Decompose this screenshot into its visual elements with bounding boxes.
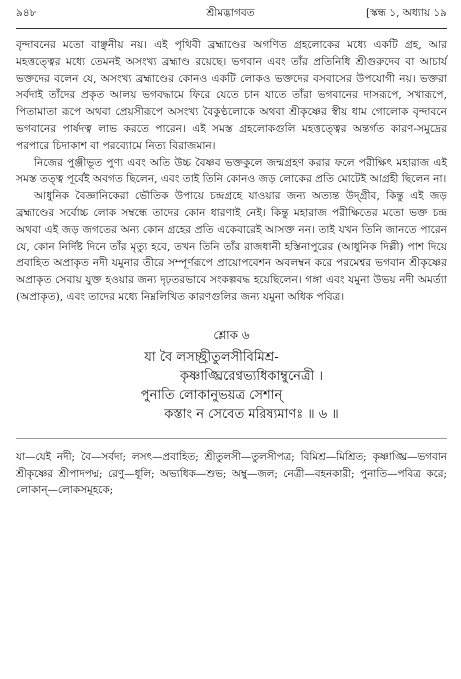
verse-line-4: কস্তাং ন সেবেত মরিষ্যমাণঃ ॥ ৬ ॥: [164, 406, 339, 422]
verse-line-2: কৃষ্ণাঙ্ঘ্রিরেণ্বভ্যধিকাম্বুনেত্রী ।: [179, 368, 323, 384]
paragraph-2: নিজের পুঞ্জীভূত পুণ্য এবং অতি উচ্চ বৈষ্ণব ভক্তকুলে জন্মগ্রহণ করার ফলে পরীক্ষিৎ মহারাজ এই সমস্ত তত্ত্ব পূর্বেই অবগত ছিলেন, এবং তাই তিনি কোনও জড় লোকের প্রতি মোটেই আগ্রহী ছিলেন না।: [16, 156, 447, 186]
header-rule: [16, 28, 447, 29]
synonyms-text: যা—যেই নদী; বৈ—সর্বদা; লসৎ—প্রবাহিত; শ্রীতুলসী—তুলসীপত্র; বিমিশ্র—মিশ্রিত; কৃষ্ণাঙ্ঘ্রি—ভগবান শ্রীকৃষ্ণের শ্রীপাদপদ্ম; রেণু—ধূলি; অভ্যধিক—শুভ; অম্বু—জল; নেত্রী—বহনকারী; পুনাতি—পবিত্র করে; লোকান্—লোকসমূহকে;: [16, 451, 447, 497]
synonyms-separator: [16, 438, 447, 439]
verse-title: শ্লোক ৬: [213, 327, 250, 342]
chapter-reference: [স্কন্ধ ১, অধ্যায় ১৯: [365, 7, 447, 19]
page-number: ৯৪৮: [16, 7, 37, 19]
book-title: শ্রীমদ্ভাগবত: [206, 7, 255, 19]
verse-line-3: পুনাতি লোকানুভয়ত্র সেশান্: [140, 387, 283, 403]
verse-line-1: যা বৈ লসচ্ছ্রীতুলসীবিমিশ্র-: [144, 349, 279, 365]
paragraph-3: আধুনিক বৈজ্ঞানিকেরা ভৌতিক উপায়ে চন্দ্রগ্রহে যাওয়ার জন্য অত্যন্ত উদ্গ্রীব, কিন্তু এই জড় ব্রহ্মাণ্ডের সর্বোচ্চ লোক সম্বন্ধে তাদের কোন ধারণাই নেই। কিন্তু মহারাজ পরীক্ষিতের মতো ভক্ত চন্দ্র অথবা এই জড় জগতের অন্য কোন গ্রহের প্রতি একেবারেই আসক্ত নন। তাই যখন তিনি জানতে পারেন যে, কোন নির্দিষ্ট দিনে তাঁর মৃত্যু হবে, তখন তিনি তাঁর রাজধানী হস্তিনাপুরের (আধুনিক দিল্লী) পাশ দিয়ে প্রবাহিত অপ্রাকৃত নদী যমুনার তীরে সম্পূর্ণরূপে প্রায়োপবেশন অবলম্বন করে পরমেশ্বর ভগবান শ্রীকৃষ্ণের অপ্রাকৃত সেবায় যুক্ত হওয়ার জন্য দৃঢ়তরভাবে সংকল্পবদ্ধ হয়েছিলেন। গঙ্গা এবং যমুনা উভয় নদী অমর্ত্যা (অপ্রাকৃত), এবং তাদের মধ্যে নিম্নলিখিত কারণগুলির জন্য যমুনা অধিক পবিত্র।: [16, 190, 447, 303]
page-header: [16, 6, 447, 26]
paragraph-1: বৃন্দাবনের মতো বাঞ্ছনীয় নয়। এই পৃথিবী ব্রহ্মাণ্ডের অগণিত গ্রহলোকের মধ্যে একটি গ্রহ, আর মহত্তত্ত্বের মধ্যে তেমনই অসংখ্য ব্রহ্মাণ্ড রয়েছে। ভগবান এবং তাঁর প্রতিনিধি শ্রীগুরুদেব বা আচার্য ভক্তদের বলেন যে, অসংখ্য ব্রহ্মাণ্ডের কোনও একটি লোকও ভক্তদের বসবাসের উপযোগী নয়। ভক্তরা সর্বদাই তাঁদের প্রকৃত আলয় ভগবদ্ধামে ফিরে যেতে চান যাতে তাঁরা ভগবানের দাসরূপে, সখারূপে, পিতামাতা রূপে অথবা প্রেয়সীরূপে অসংখ্য বৈকুণ্ঠলোকে অথবা শ্রীকৃষ্ণের স্বীয় ধাম গোলোক বৃন্দাবনে ভগবানের পার্ষদত্ব লাভ করতে পারেন। এই সমস্ত গ্রহলোকগুলি মহত্তত্ত্বের অন্তর্গত কারণ-সমুদ্রের পরপারে চিদাকাশ বা পরব্যোমে নিত্য বিরাজমান।: [16, 39, 447, 152]
verse-block: [16, 326, 447, 424]
